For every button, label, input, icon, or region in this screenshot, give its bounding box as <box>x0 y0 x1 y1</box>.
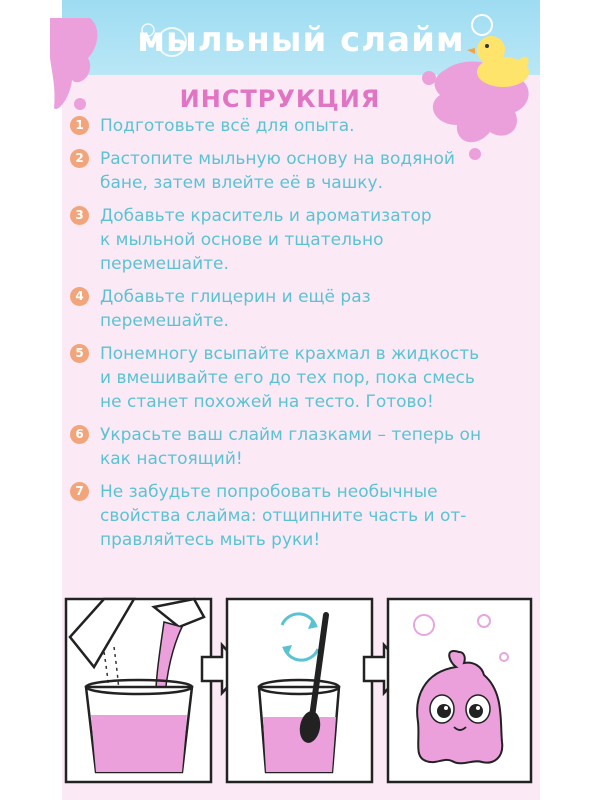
step-number: 5 <box>70 344 89 363</box>
header-title: мыльный слайм <box>137 20 465 60</box>
step-text: Добавьте глицерин и ещё раз перемешайте. <box>100 287 371 331</box>
slime-character-illustration <box>388 599 531 782</box>
step-text: Растопите мыльную основу на водяной бане, затем влейте её в чашку. <box>100 149 455 193</box>
step-item <box>70 114 525 138</box>
rubber-duck-icon <box>465 30 535 90</box>
stir-with-spoon-illustration <box>227 599 372 782</box>
step-number: 2 <box>70 149 89 168</box>
pour-into-cup-illustration <box>66 599 211 782</box>
step-number: 3 <box>70 206 89 225</box>
step-number: 7 <box>70 482 89 501</box>
step-text: Добавьте краситель и ароматизатор к мыльной основе и тщательно перемешайте. <box>100 206 432 274</box>
step-item <box>70 423 525 471</box>
step-text: Украсьте ваш слайм глазками – теперь он как настоящий! <box>100 425 482 469</box>
instruction-heading: ИНСТРУКЦИЯ <box>179 85 381 113</box>
step-text: Подготовьте всё для опыта. <box>100 116 355 136</box>
slime-splash-left-icon <box>50 18 110 118</box>
step-text: Не забудьте попробовать необычные свойства слайма: отщипните часть и от- правляйтесь мыть руки! <box>100 482 467 550</box>
step-item <box>70 204 525 276</box>
step-number: 6 <box>70 425 89 444</box>
step-item <box>70 480 525 552</box>
step-item <box>70 342 525 414</box>
step-item <box>70 285 525 333</box>
illustration-strip <box>64 597 534 792</box>
step-number: 1 <box>70 116 89 135</box>
step-text: Понемногу всыпайте крахмал в жидкость и вмешивайте его до тех пор, пока смесь не станет похожей на тесто. Готово! <box>100 344 480 412</box>
step-item <box>70 147 525 195</box>
step-number: 4 <box>70 287 89 306</box>
steps-list <box>70 114 525 561</box>
